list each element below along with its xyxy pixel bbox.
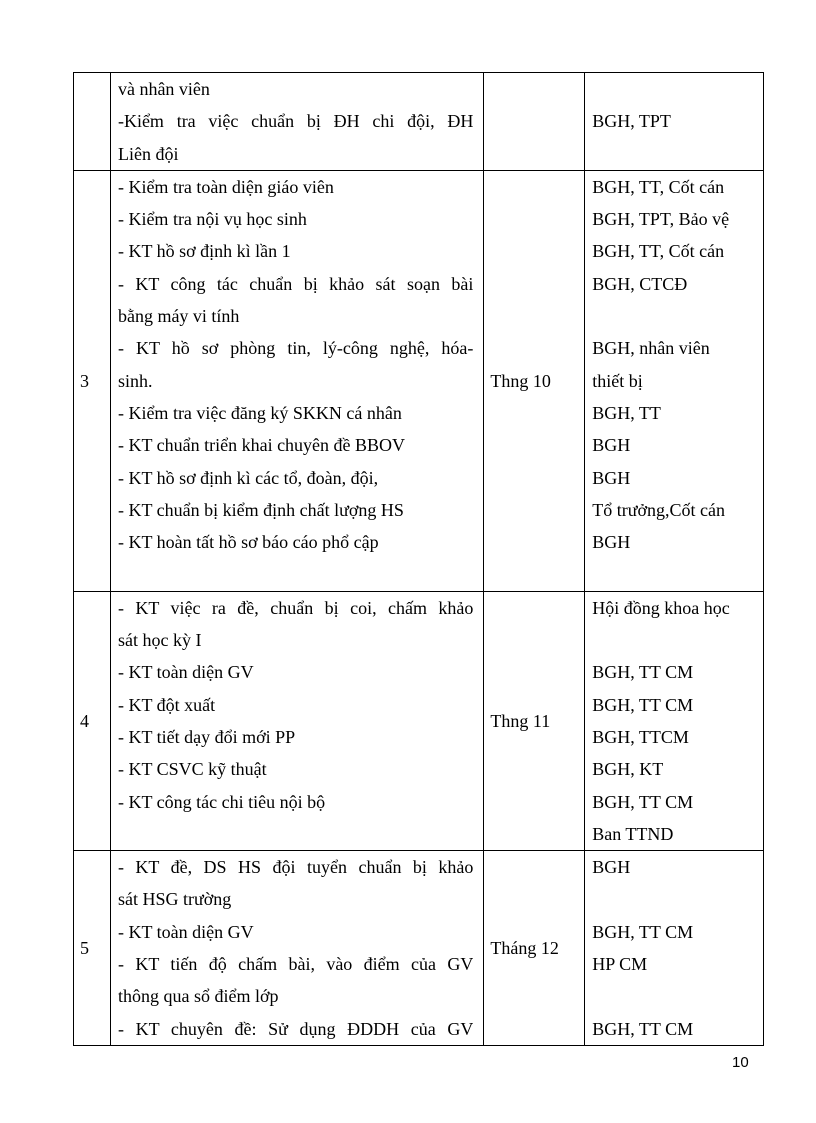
content-line: bằng máy vi tính [117, 306, 240, 327]
content-line: và nhân viên [117, 79, 210, 99]
responsible-line: BGH, TPT, Bảo vệ [592, 209, 730, 230]
content-cell [111, 851, 484, 1045]
responsible-line [592, 300, 759, 332]
responsible-line: BGH, TT CM [592, 921, 694, 942]
content-line: - KT hồ sơ phòng tin, lý-công nghệ, hóa- [117, 338, 474, 359]
responsible-line: BGH, TT, Cốt cán [592, 176, 725, 197]
content-line: - KT đề, DS HS đội tuyển chuẩn bị khảo [117, 857, 474, 878]
content-line: - Kiểm tra nội vụ học sinh [117, 209, 307, 230]
responsible-cell [585, 171, 764, 591]
responsible-line: Tổ trưởng,Cốt cán [592, 499, 725, 520]
responsible-line: BGH, KT [592, 759, 664, 780]
table-row [73, 592, 764, 851]
content-line: - KT hồ sơ định kì lần 1 [117, 241, 291, 262]
responsible-line [592, 624, 759, 656]
month-label: Thng 10 [490, 370, 551, 391]
content-line: - KT đột xuất [117, 694, 216, 715]
row-number-cell [74, 851, 111, 1045]
month-label: Thng 11 [490, 710, 551, 731]
responsible-cell [585, 73, 764, 170]
content-line: - Kiểm tra toàn diện giáo viên [117, 176, 334, 197]
content-line: sát học kỳ I [117, 630, 202, 651]
responsible-line: BGH [592, 467, 631, 488]
content-line: - KT tiến độ chấm bài, vào điểm của GV [117, 954, 474, 975]
month-cell [484, 171, 585, 591]
responsible-line: BGH [592, 435, 631, 456]
content-line: - KT chuẩn bị kiểm định chất lượng HS [117, 499, 404, 520]
content-line: - KT CSVC kỹ thuật [117, 759, 267, 780]
content-line: sinh. [117, 370, 153, 391]
responsible-line [592, 883, 759, 915]
responsible-line: BGH, TPT [592, 111, 671, 132]
table-row [73, 851, 764, 1046]
content-line: - Kiểm tra việc đăng ký SKKN cá nhân [117, 402, 402, 423]
content-line [118, 558, 473, 590]
content-line [118, 818, 473, 850]
content-line: - KT chuyên đề: Sử dụng ĐDDH của GV [117, 1018, 474, 1039]
content-line: - KT toàn diện GV [117, 662, 254, 683]
responsible-line: Hội đồng khoa học [592, 597, 730, 618]
responsible-line: BGH, TT CM [592, 662, 694, 683]
responsible-line [592, 138, 759, 170]
content-line: sát HSG trường [117, 889, 232, 910]
responsible-line: BGH [592, 532, 631, 553]
responsible-line: BGH [592, 857, 631, 878]
content-line: - KT công tác chuẩn bị khảo sát soạn bài [117, 273, 474, 294]
table-row [73, 72, 764, 171]
content-line: - KT tiết dạy đổi mới PP [117, 726, 296, 747]
responsible-line: thiết bị [592, 370, 643, 391]
responsible-line: BGH, TT CM [592, 1018, 694, 1039]
responsible-line: BGH, TT, Cốt cán [592, 241, 725, 262]
content-line: -Kiểm tra việc chuẩn bị ĐH chi đội, ĐH [117, 111, 474, 132]
responsible-line: HP CM [592, 954, 648, 975]
responsible-line: BGH, TTCM [592, 726, 689, 747]
row-number-cell [74, 592, 111, 850]
table-row [73, 171, 764, 592]
responsible-line: BGH, TT CM [592, 694, 694, 715]
content-cell [111, 592, 484, 850]
row-number: 4 [80, 710, 89, 731]
content-line: - KT công tác chi tiêu nội bộ [117, 791, 326, 812]
content-line: - KT việc ra đề, chuẩn bị coi, chấm khảo [117, 597, 474, 618]
row-number-cell [74, 171, 111, 591]
page-number: 10 [732, 1054, 749, 1071]
responsible-line: BGH, CTCĐ [592, 273, 688, 294]
month-cell [484, 592, 585, 850]
content-cell [111, 73, 484, 170]
responsible-cell [585, 851, 764, 1045]
responsible-line [592, 558, 759, 590]
content-line: - KT toàn diện GV [117, 921, 254, 942]
content-line: - KT hồ sơ định kì các tổ, đoàn, đội, [117, 467, 379, 488]
responsible-line [592, 980, 759, 1012]
row-number-cell [74, 73, 111, 170]
content-line: Liên đội [117, 143, 179, 164]
month-cell [484, 73, 585, 170]
responsible-line [592, 73, 759, 105]
month-cell [484, 851, 585, 1045]
row-number: 5 [80, 938, 89, 959]
content-line: thông qua sổ điểm lớp [117, 986, 279, 1007]
content-line: - KT chuẩn triển khai chuyên đề BBOV [117, 435, 406, 456]
month-label: Tháng 12 [490, 938, 559, 959]
responsible-line: Ban TTND [592, 823, 674, 844]
content-cell [111, 171, 484, 591]
inspection-plan-table [73, 72, 764, 1046]
responsible-line: BGH, nhân viên [592, 338, 710, 359]
responsible-cell [585, 592, 764, 850]
responsible-line: BGH, TT [592, 402, 661, 423]
content-line: - KT hoàn tất hồ sơ báo cáo phổ cập [117, 532, 379, 553]
row-number: 3 [80, 370, 89, 391]
responsible-line: BGH, TT CM [592, 791, 694, 812]
